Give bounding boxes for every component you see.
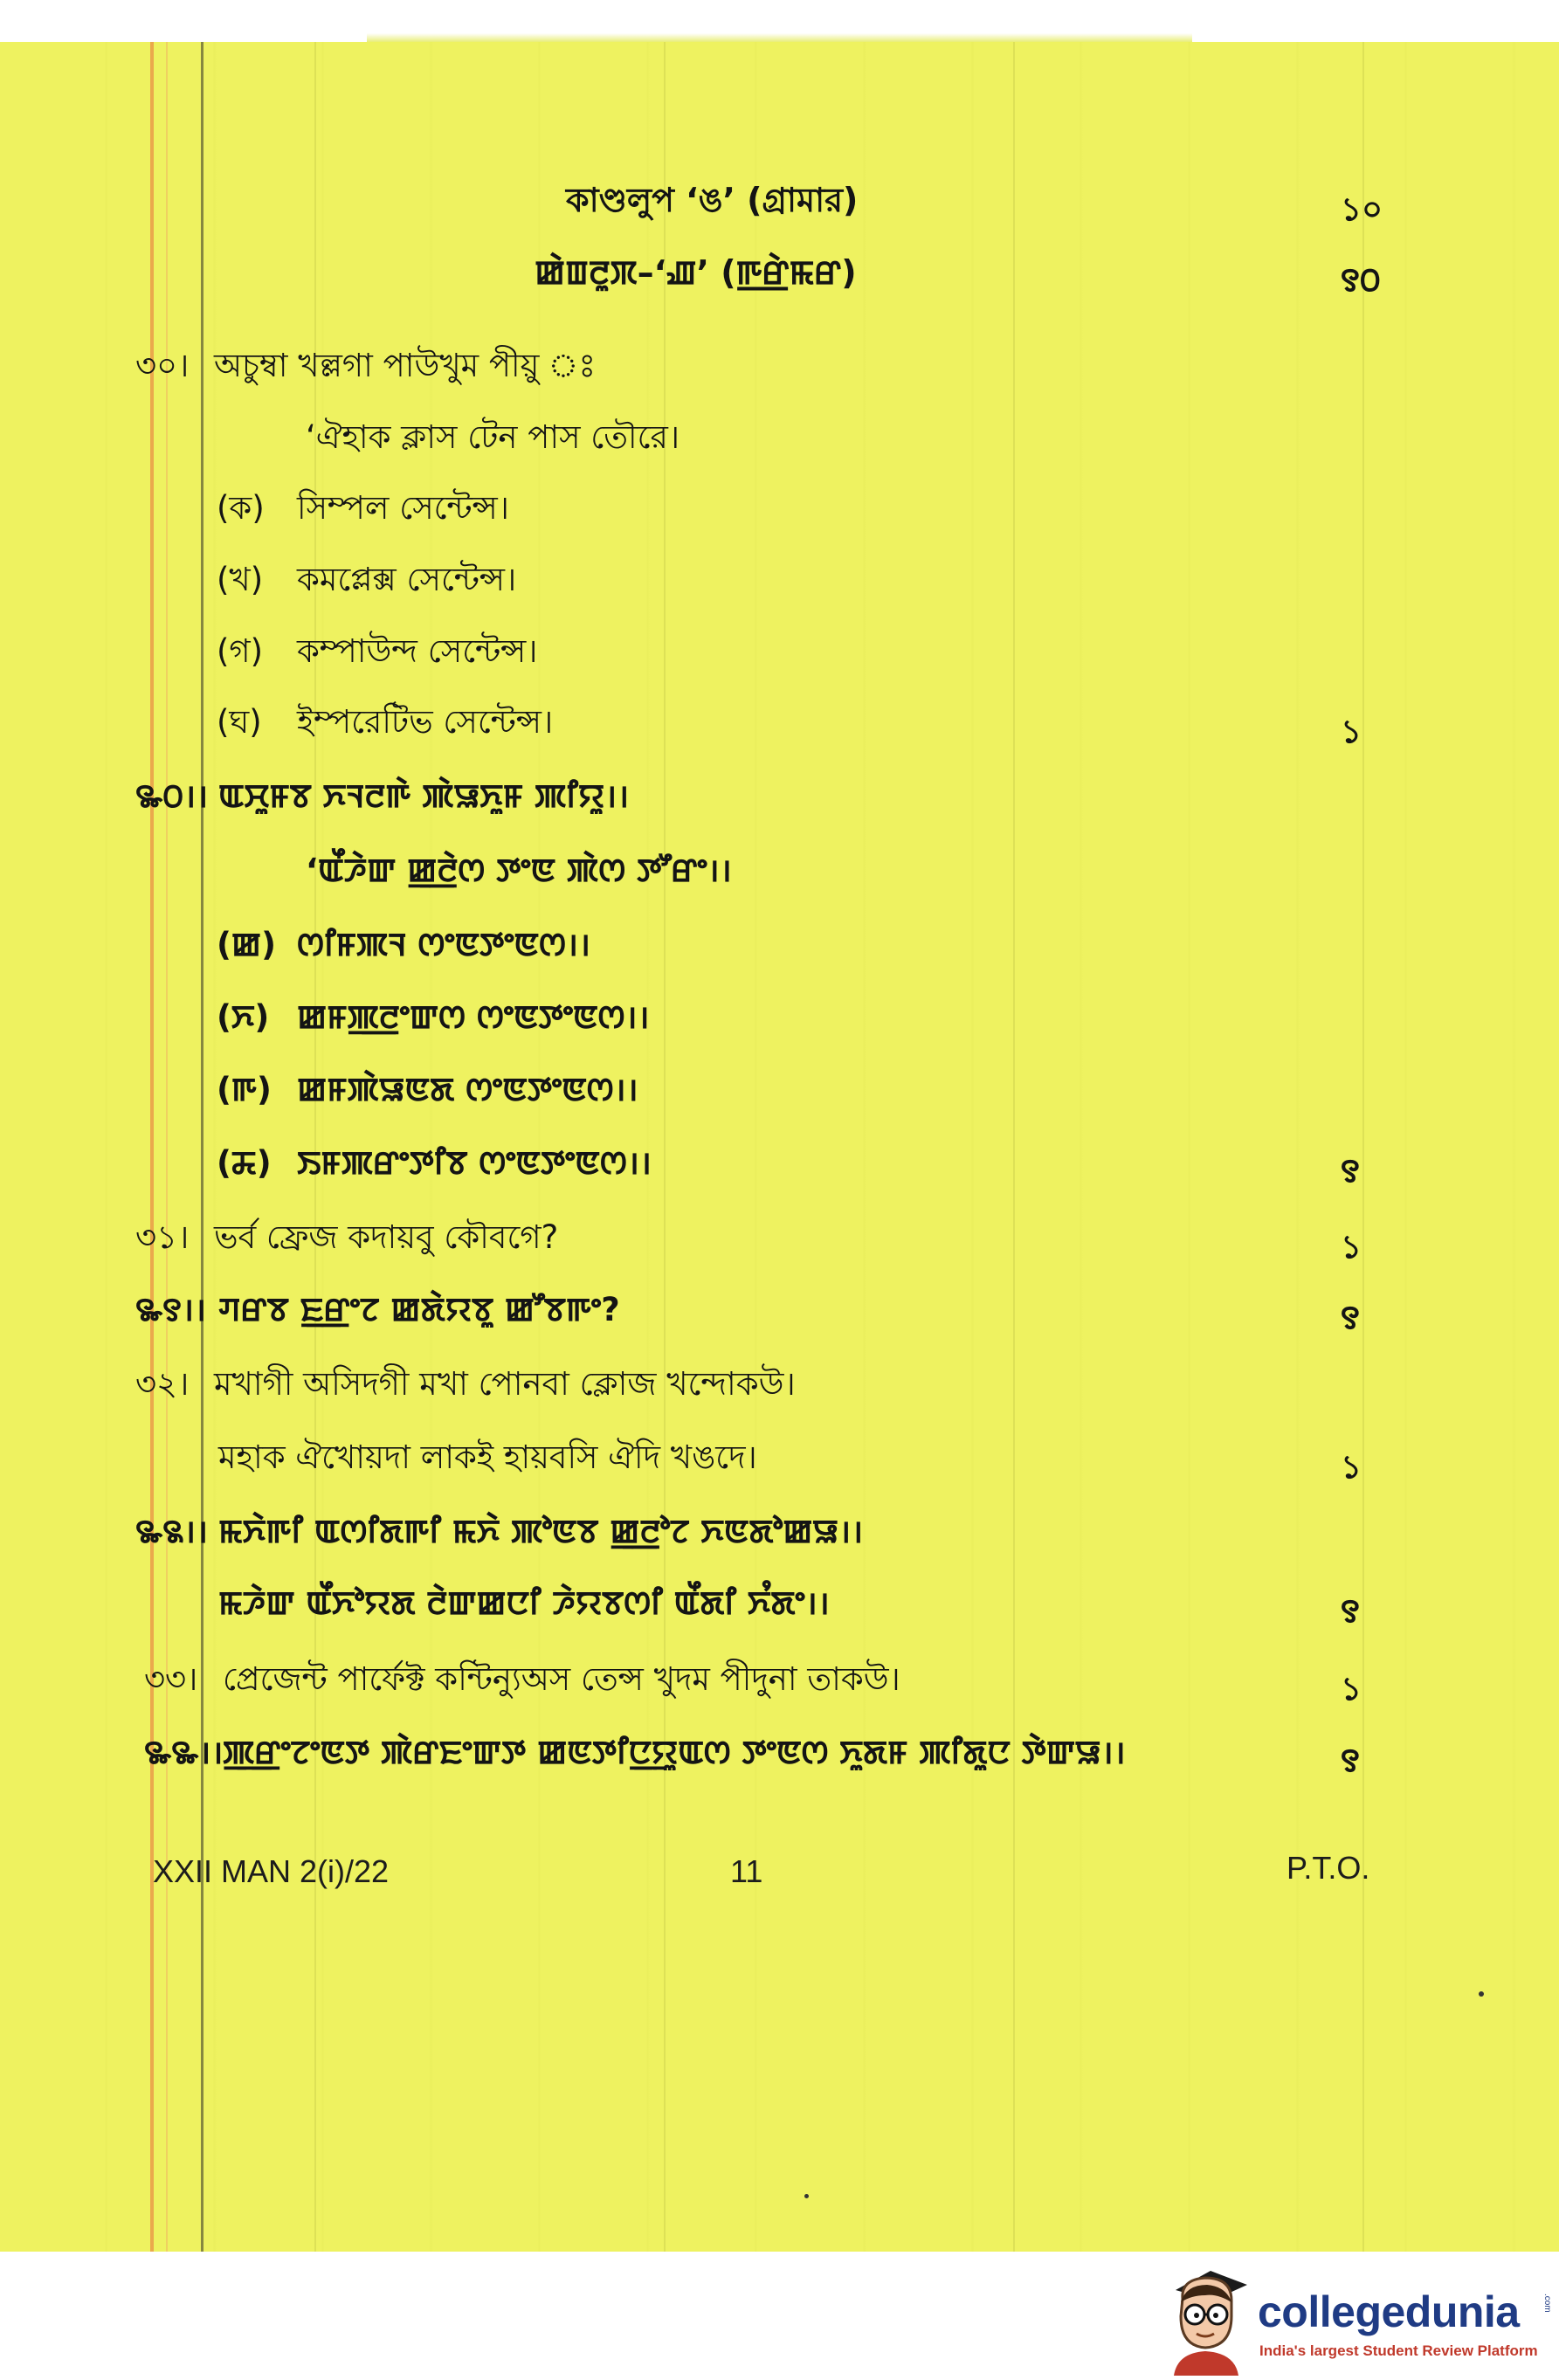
paper-fold-line (1013, 42, 1015, 2252)
question-marks: ꯱ (1341, 1742, 1360, 1779)
question-text: ভর্ব ফ্রেজ কদায়বু কৌবগে? (214, 1218, 559, 1256)
group-title: কাণ্ডলুপ ‘ঙ’ (গ্রামার) (566, 181, 859, 219)
option-text: ꯀꯝꯄꯥꯎꯟꯗ ꯁꯦꯟꯇꯦꯟꯁ।। (297, 1071, 638, 1108)
brand-domain: .com (1542, 2294, 1552, 2313)
question-text: মহাক ঐখোয়দা লাকই হায়বসি ঐদি খঙদে। (218, 1438, 757, 1476)
question-number: ৩৩। (144, 1660, 198, 1698)
question-number: ৩২। (135, 1365, 190, 1403)
question-text: ꯄ꯭ꯔꯦꯖꯦꯟꯇ ꯄꯥꯔꯐꯦꯛꯇ ꯀꯟꯇꯤꯅ꯭ꯌꯨꯑꯁ ꯇꯦꯟꯁ ꯈꯨꯗꯝ ꯄꯤꯗꯨꯅ ꯇꯥꯛꯎ।। (223, 1734, 1126, 1771)
option-label: (খ) (217, 561, 264, 598)
option-text: সিম্পল সেন্টেন্স। (297, 489, 509, 527)
question-text: অচুম্বা খল্লগা পাউখুম পীয়ু ঃ (214, 347, 597, 384)
option-label: (গ) (217, 632, 264, 670)
question-text: ꯃꯍꯥꯛ ꯑꯩꯈꯣꯌꯗ ꯂꯥꯛꯀꯅꯤ ꯍꯥꯌꯕꯁꯤ ꯑꯩꯗꯤ ꯈꯪꯗꯦ।। (218, 1584, 830, 1622)
question-marks: ১ (1341, 1670, 1362, 1707)
option-label: (ক) (217, 489, 265, 527)
question-marks: ꯱ (1341, 1299, 1360, 1336)
question-text: মখাগী অসিদগী মখা পোনবা ক্লোজ খন্দোকউ। (214, 1365, 796, 1403)
page-number: 11 (730, 1853, 763, 1889)
speck (1479, 1991, 1484, 1997)
question-text: ꯚꯔꯕ ꯐ꯭ꯔꯦꯖ ꯀꯗꯥꯌꯕꯨ ꯀꯧꯕꯒꯦ? (218, 1291, 620, 1328)
brand-tagline: India's largest Student Review Platform (1259, 2342, 1538, 2359)
option-text: কমপ্লেক্স সেন্টেন্স। (297, 561, 517, 598)
paper-fold-line (1362, 42, 1364, 2252)
question-number: ৩১। (135, 1218, 190, 1256)
option-label: (ঘ) (217, 703, 262, 741)
question-number: ৩০। (135, 347, 190, 384)
paper-fold-line (664, 42, 666, 2252)
brand-name: collegedunia (1258, 2287, 1520, 2336)
option-label: (ꯘ) (217, 1144, 272, 1182)
collegedunia-watermark (1151, 2252, 1559, 2380)
question-marks: ১ (1341, 1448, 1362, 1486)
question-number: ꯳꯱।। (135, 1291, 206, 1328)
question-number: ꯳꯲।। (135, 1513, 209, 1550)
option-text: ꯁꯤꯝꯄꯜ ꯁꯦꯟꯇꯦꯟꯁ।। (297, 926, 591, 963)
option-label: (ꯒ) (217, 1071, 272, 1108)
group-marks-meitei: ꯱꯰ (1341, 261, 1381, 299)
question-text: ꯃꯈꯥꯒꯤ ꯑꯁꯤꯗꯒꯤ ꯃꯈꯥ ꯄꯣꯟꯕ ꯀ꯭ꯂꯣꯖ ꯈꯟꯗꯣꯀꯎ।। (218, 1513, 864, 1550)
option-label: (ꯀ) (217, 926, 277, 963)
question-marks: ১ (1341, 1228, 1362, 1266)
speck (804, 2194, 809, 2198)
mascot-logo-icon (1156, 2255, 1254, 2376)
option-text: কম্পাউন্দ সেন্টেন্স। (297, 632, 538, 670)
group-title-meitei: ꯀꯥꯡꯂꯨꯞ–‘ꯉ’ (ꯒ꯭ꯔꯥꯃꯔ) (535, 253, 857, 292)
paper-code: XXII MAN 2(i)/22 (153, 1853, 390, 1889)
group-marks: ১০ (1341, 190, 1383, 228)
question-sentence: ‘ꯑꯩꯍꯥꯛ ꯀ꯭ꯂꯥꯁ ꯇꯦꯟ ꯄꯥꯁ ꯇꯧꯔꯦ।। (306, 852, 732, 889)
question-number: ꯳꯳।। (144, 1734, 224, 1771)
question-number: ꯳꯰।। (135, 777, 209, 815)
pto-label: P.T.O. (1287, 1850, 1370, 1886)
question-marks: ꯱ (1341, 1592, 1360, 1630)
option-text: ꯀꯝꯄ꯭ꯂꯦꯛꯁ ꯁꯦꯟꯇꯦꯟꯁ।। (297, 998, 650, 1036)
top-margin (0, 0, 1559, 42)
margin-rule-dark (201, 42, 203, 2252)
question-sentence: ‘ঐহাক ক্লাস টেন পাস তৌরে। (306, 418, 680, 456)
question-text: প্রেজেন্ট পার্ফেক্ট কন্টিন্যুঅস তেন্স খুদম পীদুনা তাকউ। (223, 1660, 900, 1698)
question-marks: ꯱ (1341, 1152, 1360, 1190)
option-text: ꯏꯝꯄꯔꯦꯇꯤꯕ ꯁꯦꯟꯇꯦꯟꯁ।। (297, 1144, 652, 1182)
question-marks: ১ (1341, 713, 1362, 750)
question-text: ꯑꯆꯨꯝꯕ ꯈꯜꯂꯒꯥ ꯄꯥꯎꯈꯨꯝ ꯄꯤꯌꯨ।। (218, 777, 630, 815)
option-text: ইম্পরেটিভ সেন্টেন্স। (297, 703, 554, 741)
option-label: (ꯈ) (217, 998, 270, 1036)
